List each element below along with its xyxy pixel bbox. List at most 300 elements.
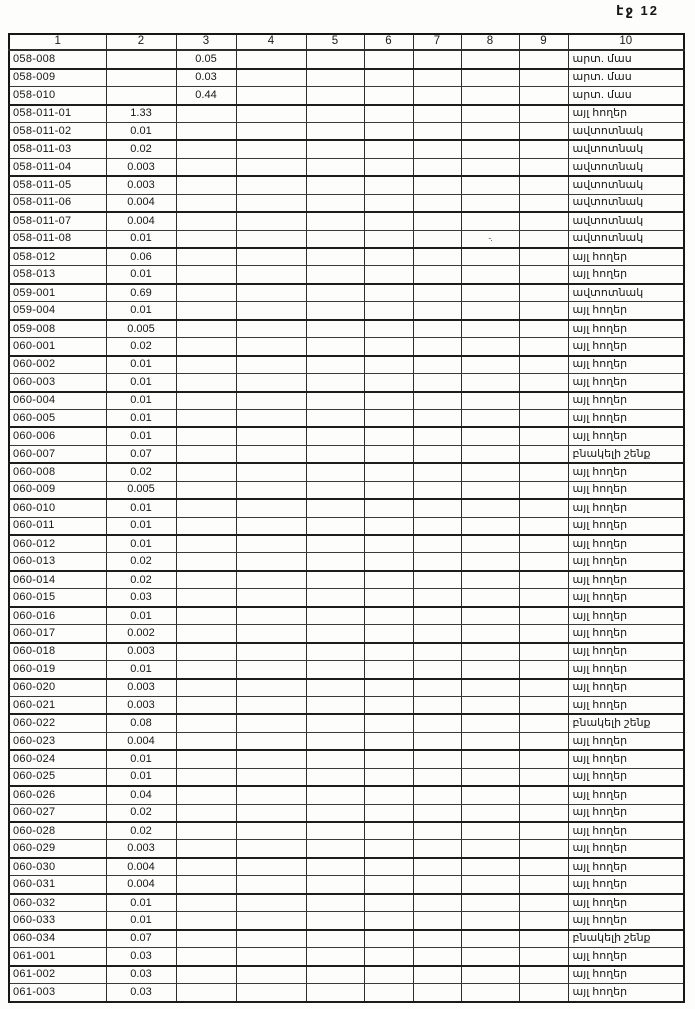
area-value-cell: 0.01	[106, 661, 176, 679]
parcel-code-cell: 060-033	[9, 912, 106, 930]
parcel-code-cell: 060-001	[9, 338, 106, 356]
table-cell	[236, 535, 306, 553]
table-cell	[306, 589, 364, 607]
table-cell	[413, 248, 461, 266]
table-cell	[306, 50, 364, 69]
table-cell	[364, 445, 413, 463]
table-cell	[519, 338, 568, 356]
parcel-code-cell: 060-003	[9, 374, 106, 392]
table-cell	[364, 463, 413, 481]
table-cell	[413, 607, 461, 625]
column-header: 2	[106, 34, 176, 50]
table-cell	[176, 140, 236, 158]
table-cell	[461, 571, 519, 589]
land-use-cell: բնակելի շենք	[568, 930, 684, 948]
table-row	[9, 966, 684, 984]
table-cell	[306, 930, 364, 948]
table-cell	[176, 248, 236, 266]
land-use-cell: այլ հողեր	[568, 427, 684, 445]
table-cell	[413, 122, 461, 140]
parcel-code-cell: 060-015	[9, 589, 106, 607]
table-cell	[306, 230, 364, 248]
table-cell	[236, 822, 306, 840]
table-cell	[364, 625, 413, 643]
table-cell	[176, 392, 236, 410]
area-value-cell: 0.004	[106, 732, 176, 750]
table-cell	[519, 840, 568, 858]
parcel-code-cell: 060-016	[9, 607, 106, 625]
table-cell	[306, 714, 364, 732]
parcel-code-cell: 058-011-08	[9, 230, 106, 248]
table-cell	[413, 589, 461, 607]
parcel-code-cell: 058-012	[9, 248, 106, 266]
table-row	[9, 176, 684, 194]
land-use-cell: այլ հողեր	[568, 463, 684, 481]
land-use-cell: այլ հողեր	[568, 966, 684, 984]
table-row	[9, 392, 684, 410]
area-value-cell: 0.003	[106, 696, 176, 714]
parcel-code-cell: 060-034	[9, 930, 106, 948]
area-value-cell: 0.01	[106, 912, 176, 930]
land-use-cell: այլ հողեր	[568, 983, 684, 1002]
table-cell	[306, 69, 364, 87]
table-cell	[519, 786, 568, 804]
parcel-code-cell: 060-012	[9, 535, 106, 553]
table-cell	[236, 338, 306, 356]
table-cell	[306, 966, 364, 984]
table-cell	[364, 194, 413, 212]
table-cell	[519, 679, 568, 697]
parcel-code-cell: 060-025	[9, 768, 106, 786]
parcel-code-cell: 061-003	[9, 983, 106, 1002]
table-row	[9, 840, 684, 858]
area-value-cell: 0.004	[106, 212, 176, 230]
area-value-cell: 0.02	[106, 553, 176, 571]
area-value-cell: 0.04	[106, 786, 176, 804]
area-value-cell: 0.02	[106, 571, 176, 589]
table-cell	[306, 158, 364, 176]
parcel-code-cell: 060-017	[9, 625, 106, 643]
page-number-label: էջ 12	[616, 3, 659, 18]
table-cell	[461, 679, 519, 697]
parcel-code-cell: 058-013	[9, 266, 106, 284]
table-cell	[236, 786, 306, 804]
column-header: 9	[519, 34, 568, 50]
land-use-cell: այլ հողեր	[568, 661, 684, 679]
table-cell	[306, 679, 364, 697]
table-cell	[519, 230, 568, 248]
parcel-code-cell: 060-027	[9, 804, 106, 822]
table-cell	[306, 983, 364, 1002]
table-cell	[306, 786, 364, 804]
parcel-code-cell: 060-009	[9, 481, 106, 499]
table-cell	[413, 158, 461, 176]
table-cell	[306, 481, 364, 499]
table-row	[9, 930, 684, 948]
table-cell	[364, 374, 413, 392]
land-use-cell: այլ հողեր	[568, 696, 684, 714]
table-cell	[413, 320, 461, 338]
area-value-cell: 0.004	[106, 858, 176, 876]
table-cell	[413, 356, 461, 374]
table-cell	[461, 248, 519, 266]
table-cell	[176, 302, 236, 320]
table-cell	[519, 661, 568, 679]
table-cell	[413, 212, 461, 230]
table-cell	[306, 876, 364, 894]
table-cell	[176, 266, 236, 284]
parcel-code-cell: 060-022	[9, 714, 106, 732]
table-cell	[519, 607, 568, 625]
table-cell	[364, 732, 413, 750]
table-cell	[306, 840, 364, 858]
area-value-cell: 0.02	[106, 804, 176, 822]
table-row	[9, 625, 684, 643]
table-row	[9, 87, 684, 105]
parcel-code-cell: 060-014	[9, 571, 106, 589]
table-cell	[306, 750, 364, 768]
table-cell	[364, 427, 413, 445]
land-use-cell: այլ հողեր	[568, 571, 684, 589]
land-use-cell: այլ հողեր	[568, 858, 684, 876]
area-value-cell: 0.01	[106, 427, 176, 445]
table-cell	[461, 176, 519, 194]
table-cell	[413, 983, 461, 1002]
table-row	[9, 445, 684, 463]
table-row	[9, 105, 684, 123]
land-use-cell: այլ հողեր	[568, 499, 684, 517]
column-header: 10	[568, 34, 684, 50]
table-cell	[519, 948, 568, 966]
table-row	[9, 248, 684, 266]
table-cell	[461, 732, 519, 750]
column-header: 8	[461, 34, 519, 50]
land-use-cell: այլ հողեր	[568, 625, 684, 643]
table-row	[9, 786, 684, 804]
table-cell	[236, 553, 306, 571]
table-cell	[176, 427, 236, 445]
table-cell	[176, 517, 236, 535]
table-cell	[519, 87, 568, 105]
table-cell	[519, 284, 568, 302]
table-row	[9, 69, 684, 87]
land-use-cell: այլ հողեր	[568, 679, 684, 697]
table-cell	[519, 804, 568, 822]
parcel-code-cell: 058-011-06	[9, 194, 106, 212]
table-cell	[306, 194, 364, 212]
table-cell	[519, 983, 568, 1002]
table-cell	[461, 625, 519, 643]
table-cell	[306, 768, 364, 786]
table-cell	[236, 481, 306, 499]
table-cell	[364, 714, 413, 732]
table-cell	[364, 302, 413, 320]
land-use-cell: այլ հողեր	[568, 876, 684, 894]
table-cell	[236, 392, 306, 410]
table-row	[9, 804, 684, 822]
table-cell	[236, 858, 306, 876]
table-cell	[461, 266, 519, 284]
table-cell	[364, 750, 413, 768]
table-cell	[176, 948, 236, 966]
table-cell	[236, 948, 306, 966]
parcel-code-cell: 058-010	[9, 87, 106, 105]
table-cell	[519, 69, 568, 87]
area-value-cell: 0.02	[106, 822, 176, 840]
table-row	[9, 517, 684, 535]
table-cell	[306, 732, 364, 750]
table-cell	[413, 338, 461, 356]
table-cell	[106, 69, 176, 87]
land-use-cell: այլ հողեր	[568, 517, 684, 535]
table-cell	[413, 768, 461, 786]
table-cell	[461, 50, 519, 69]
table-row	[9, 768, 684, 786]
table-cell	[364, 912, 413, 930]
table-row	[9, 948, 684, 966]
table-cell	[364, 356, 413, 374]
parcel-code-cell: 060-018	[9, 643, 106, 661]
table-cell	[176, 966, 236, 984]
table-cell	[364, 87, 413, 105]
table-cell	[413, 679, 461, 697]
area-value-cell: 0.005	[106, 481, 176, 499]
table-row	[9, 732, 684, 750]
table-cell	[306, 696, 364, 714]
land-use-cell: այլ հողեր	[568, 553, 684, 571]
area-value-cell: 0.003	[106, 158, 176, 176]
parcel-code-cell: 059-001	[9, 284, 106, 302]
table-cell	[461, 840, 519, 858]
table-cell	[236, 50, 306, 69]
table-cell	[461, 858, 519, 876]
table-cell	[364, 804, 413, 822]
table-cell	[236, 768, 306, 786]
table-row	[9, 679, 684, 697]
table-cell	[236, 894, 306, 912]
table-cell	[519, 912, 568, 930]
table-cell	[519, 248, 568, 266]
table-cell	[364, 930, 413, 948]
table-cell	[364, 409, 413, 427]
table-cell	[461, 930, 519, 948]
table-cell	[364, 284, 413, 302]
table-cell	[519, 374, 568, 392]
land-use-cell: այլ հողեր	[568, 643, 684, 661]
land-use-cell: ավտոտնակ	[568, 140, 684, 158]
table-cell	[519, 392, 568, 410]
table-cell	[236, 248, 306, 266]
table-cell	[364, 230, 413, 248]
table-cell	[106, 50, 176, 69]
table-cell	[461, 966, 519, 984]
table-cell	[413, 625, 461, 643]
table-cell	[176, 589, 236, 607]
table-cell	[176, 679, 236, 697]
table-cell	[176, 409, 236, 427]
land-use-cell: այլ հողեր	[568, 804, 684, 822]
land-use-cell: այլ հողեր	[568, 912, 684, 930]
table-cell	[236, 105, 306, 123]
table-cell	[176, 696, 236, 714]
table-cell	[306, 463, 364, 481]
table-cell	[236, 679, 306, 697]
parcel-code-cell: 060-021	[9, 696, 106, 714]
table-cell	[364, 105, 413, 123]
table-row	[9, 409, 684, 427]
table-cell	[306, 302, 364, 320]
parcel-code-cell: 060-002	[9, 356, 106, 374]
table-cell	[236, 463, 306, 481]
table-cell	[461, 589, 519, 607]
area-value-cell: 0.44	[176, 87, 236, 105]
table-cell	[364, 661, 413, 679]
table-cell	[176, 374, 236, 392]
table-cell	[364, 553, 413, 571]
table-cell	[236, 499, 306, 517]
table-cell	[306, 266, 364, 284]
table-cell	[519, 876, 568, 894]
land-use-cell: ավտոտնակ	[568, 284, 684, 302]
table-cell	[236, 625, 306, 643]
table-cell	[236, 266, 306, 284]
table-row	[9, 822, 684, 840]
land-use-cell: այլ հողեր	[568, 105, 684, 123]
parcel-code-cell: 060-028	[9, 822, 106, 840]
table-cell	[236, 158, 306, 176]
parcel-code-cell: 060-006	[9, 427, 106, 445]
parcel-code-cell: 058-011-07	[9, 212, 106, 230]
table-cell	[461, 786, 519, 804]
land-use-cell: այլ հողեր	[568, 409, 684, 427]
table-cell	[413, 105, 461, 123]
area-value-cell: 0.01	[106, 392, 176, 410]
land-use-cell: այլ հողեր	[568, 320, 684, 338]
table-cell	[306, 248, 364, 266]
table-cell	[306, 409, 364, 427]
table-cell	[413, 517, 461, 535]
table-cell	[519, 643, 568, 661]
area-value-cell: 0.07	[106, 445, 176, 463]
land-use-cell: ավտոտնակ	[568, 212, 684, 230]
table-cell	[236, 320, 306, 338]
table-cell	[306, 661, 364, 679]
table-row	[9, 320, 684, 338]
table-row	[9, 983, 684, 1002]
land-use-cell: արտ. մաս	[568, 87, 684, 105]
table-cell	[413, 912, 461, 930]
column-header: 4	[236, 34, 306, 50]
table-cell	[306, 535, 364, 553]
parcel-code-cell: 058-011-02	[9, 122, 106, 140]
table-cell	[461, 87, 519, 105]
area-value-cell: 0.01	[106, 894, 176, 912]
land-use-cell: այլ հողեր	[568, 302, 684, 320]
area-value-cell: 0.03	[106, 983, 176, 1002]
table-cell	[176, 445, 236, 463]
table-cell	[413, 266, 461, 284]
area-value-cell: 0.004	[106, 194, 176, 212]
table-cell	[306, 517, 364, 535]
table-row	[9, 122, 684, 140]
table-cell	[306, 445, 364, 463]
parcel-code-cell: 060-007	[9, 445, 106, 463]
parcel-code-cell: 060-008	[9, 463, 106, 481]
table-cell	[413, 966, 461, 984]
table-row	[9, 589, 684, 607]
table-row	[9, 338, 684, 356]
land-parcel-table	[8, 33, 685, 1003]
table-cell	[519, 122, 568, 140]
parcel-code-cell: 060-019	[9, 661, 106, 679]
table-cell	[176, 338, 236, 356]
table-cell	[364, 499, 413, 517]
table-cell	[306, 643, 364, 661]
table-cell	[236, 374, 306, 392]
table-cell	[461, 517, 519, 535]
table-cell	[176, 607, 236, 625]
table-cell	[364, 679, 413, 697]
land-use-cell: այլ հողեր	[568, 750, 684, 768]
parcel-code-cell: 060-032	[9, 894, 106, 912]
table-cell	[519, 625, 568, 643]
table-cell	[519, 105, 568, 123]
table-cell	[364, 140, 413, 158]
table-cell	[413, 302, 461, 320]
table-cell	[364, 320, 413, 338]
land-use-cell: ավտոտնակ	[568, 158, 684, 176]
table-row	[9, 607, 684, 625]
land-use-cell: այլ հողեր	[568, 356, 684, 374]
table-cell	[236, 966, 306, 984]
area-value-cell: 0.005	[106, 320, 176, 338]
table-row	[9, 50, 684, 69]
parcel-code-cell: 060-029	[9, 840, 106, 858]
table-cell	[364, 248, 413, 266]
table-cell	[413, 553, 461, 571]
table-row	[9, 858, 684, 876]
area-value-cell: 0.01	[106, 517, 176, 535]
parcel-code-cell: 060-020	[9, 679, 106, 697]
table-cell	[519, 553, 568, 571]
table-cell	[236, 876, 306, 894]
table-cell	[236, 983, 306, 1002]
table-row	[9, 696, 684, 714]
table-cell	[519, 499, 568, 517]
land-use-cell: արտ. մաս	[568, 69, 684, 87]
land-use-cell: արտ. մաս	[568, 50, 684, 69]
table-cell	[519, 750, 568, 768]
table-cell	[519, 517, 568, 535]
table-header-row	[9, 34, 684, 50]
table-cell	[236, 750, 306, 768]
table-cell	[364, 535, 413, 553]
table-cell	[519, 302, 568, 320]
area-value-cell: 0.01	[106, 409, 176, 427]
area-value-cell: 0.05	[176, 50, 236, 69]
table-cell	[176, 858, 236, 876]
table-cell	[176, 158, 236, 176]
table-cell	[364, 948, 413, 966]
table-cell	[236, 696, 306, 714]
table-cell	[413, 87, 461, 105]
table-cell	[306, 948, 364, 966]
table-cell	[306, 822, 364, 840]
area-value-cell: 0.03	[106, 966, 176, 984]
area-value-cell: 0.69	[106, 284, 176, 302]
table-cell	[519, 176, 568, 194]
table-cell	[364, 643, 413, 661]
